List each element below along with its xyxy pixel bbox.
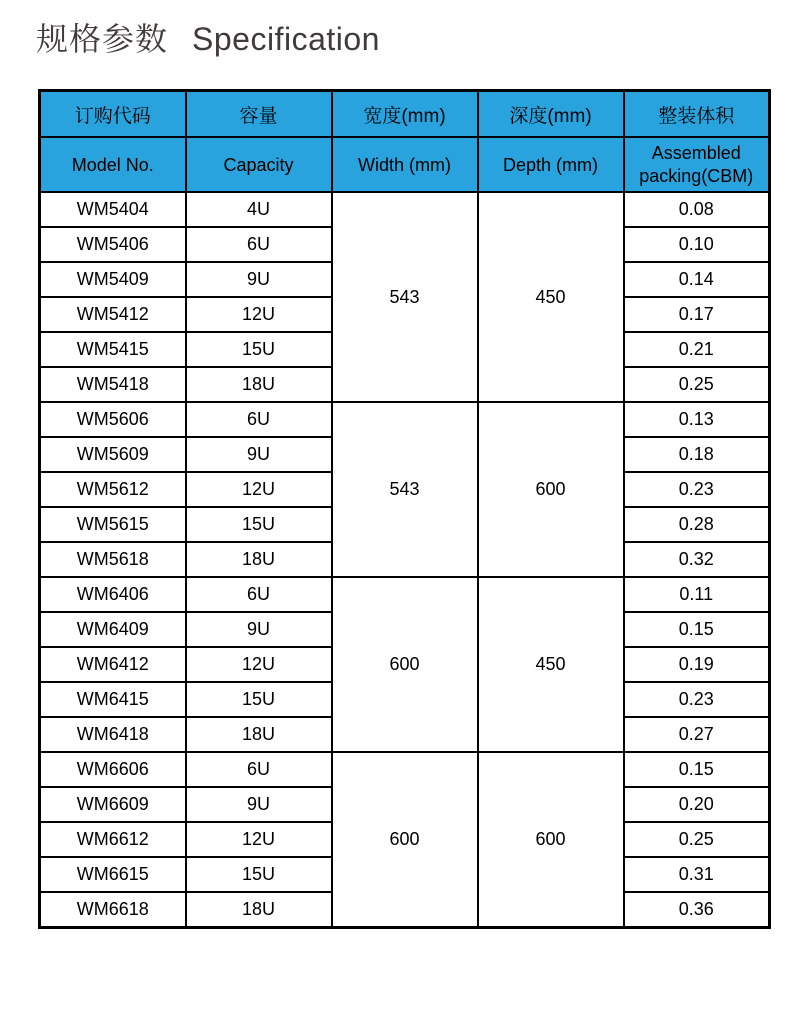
capacity-cell: 12U: [186, 647, 332, 682]
model-cell: WM6406: [40, 577, 186, 612]
model-cell: WM6612: [40, 822, 186, 857]
volume-cell: 0.08: [624, 192, 770, 227]
model-cell: WM5418: [40, 367, 186, 402]
table-row: [40, 577, 770, 612]
volume-cell: 0.17: [624, 297, 770, 332]
depth-cell: 450: [478, 577, 624, 752]
header-volume-zh: 整装体积: [624, 91, 770, 138]
header-depth-en: Depth (mm): [478, 137, 624, 192]
header-model-zh: 订购代码: [40, 91, 186, 138]
model-cell: WM6615: [40, 857, 186, 892]
volume-cell: 0.21: [624, 332, 770, 367]
capacity-cell: 18U: [186, 542, 332, 577]
capacity-cell: 6U: [186, 402, 332, 437]
model-cell: WM6415: [40, 682, 186, 717]
header-capacity-en: Capacity: [186, 137, 332, 192]
spec-table: [38, 89, 771, 929]
volume-cell: 0.25: [624, 822, 770, 857]
model-cell: WM5406: [40, 227, 186, 262]
model-cell: WM5412: [40, 297, 186, 332]
capacity-cell: 9U: [186, 262, 332, 297]
header-width-en: Width (mm): [332, 137, 478, 192]
volume-cell: 0.15: [624, 752, 770, 787]
volume-cell: 0.32: [624, 542, 770, 577]
header-width-zh: 宽度(mm): [332, 91, 478, 138]
volume-cell: 0.23: [624, 472, 770, 507]
header-depth-zh: 深度(mm): [478, 91, 624, 138]
header-volume-en: Assembled packing(CBM): [624, 137, 770, 192]
capacity-cell: 15U: [186, 857, 332, 892]
volume-cell: 0.19: [624, 647, 770, 682]
model-cell: WM5609: [40, 437, 186, 472]
capacity-cell: 15U: [186, 332, 332, 367]
page-title: [36, 20, 800, 58]
table-row: [40, 192, 770, 227]
volume-cell: 0.27: [624, 717, 770, 752]
volume-cell: 0.15: [624, 612, 770, 647]
header-row-en: [40, 137, 770, 192]
model-cell: WM5409: [40, 262, 186, 297]
capacity-cell: 6U: [186, 227, 332, 262]
depth-cell: 600: [478, 402, 624, 577]
width-cell: 600: [332, 577, 478, 752]
capacity-cell: 18U: [186, 717, 332, 752]
depth-cell: 600: [478, 752, 624, 928]
model-cell: WM6412: [40, 647, 186, 682]
volume-cell: 0.10: [624, 227, 770, 262]
spec-table-header: [40, 91, 770, 193]
capacity-cell: 18U: [186, 367, 332, 402]
capacity-cell: 12U: [186, 822, 332, 857]
volume-cell: 0.23: [624, 682, 770, 717]
model-cell: WM6609: [40, 787, 186, 822]
volume-cell: 0.31: [624, 857, 770, 892]
model-cell: WM6418: [40, 717, 186, 752]
volume-cell: 0.18: [624, 437, 770, 472]
volume-cell: 0.11: [624, 577, 770, 612]
width-cell: 543: [332, 192, 478, 402]
header-model-en: Model No.: [40, 137, 186, 192]
model-cell: WM5606: [40, 402, 186, 437]
capacity-cell: 4U: [186, 192, 332, 227]
model-cell: WM5615: [40, 507, 186, 542]
table-row: [40, 402, 770, 437]
width-cell: 543: [332, 402, 478, 577]
capacity-cell: 15U: [186, 682, 332, 717]
volume-cell: 0.13: [624, 402, 770, 437]
volume-cell: 0.25: [624, 367, 770, 402]
capacity-cell: 12U: [186, 472, 332, 507]
capacity-cell: 9U: [186, 787, 332, 822]
capacity-cell: 6U: [186, 752, 332, 787]
model-cell: WM6409: [40, 612, 186, 647]
capacity-cell: 18U: [186, 892, 332, 928]
capacity-cell: 15U: [186, 507, 332, 542]
width-cell: 600: [332, 752, 478, 928]
header-row-zh: [40, 91, 770, 138]
volume-cell: 0.20: [624, 787, 770, 822]
model-cell: WM6618: [40, 892, 186, 928]
model-cell: WM5404: [40, 192, 186, 227]
capacity-cell: 12U: [186, 297, 332, 332]
model-cell: WM5415: [40, 332, 186, 367]
model-cell: WM5618: [40, 542, 186, 577]
capacity-cell: 9U: [186, 437, 332, 472]
header-capacity-zh: 容量: [186, 91, 332, 138]
model-cell: WM5612: [40, 472, 186, 507]
capacity-cell: 9U: [186, 612, 332, 647]
capacity-cell: 6U: [186, 577, 332, 612]
volume-cell: 0.14: [624, 262, 770, 297]
volume-cell: 0.36: [624, 892, 770, 928]
model-cell: WM6606: [40, 752, 186, 787]
spec-table-body: [40, 192, 770, 928]
table-row: [40, 752, 770, 787]
volume-cell: 0.28: [624, 507, 770, 542]
page-title-en: Specification: [192, 21, 380, 57]
depth-cell: 450: [478, 192, 624, 402]
page-title-zh: 规格参数: [36, 21, 169, 57]
